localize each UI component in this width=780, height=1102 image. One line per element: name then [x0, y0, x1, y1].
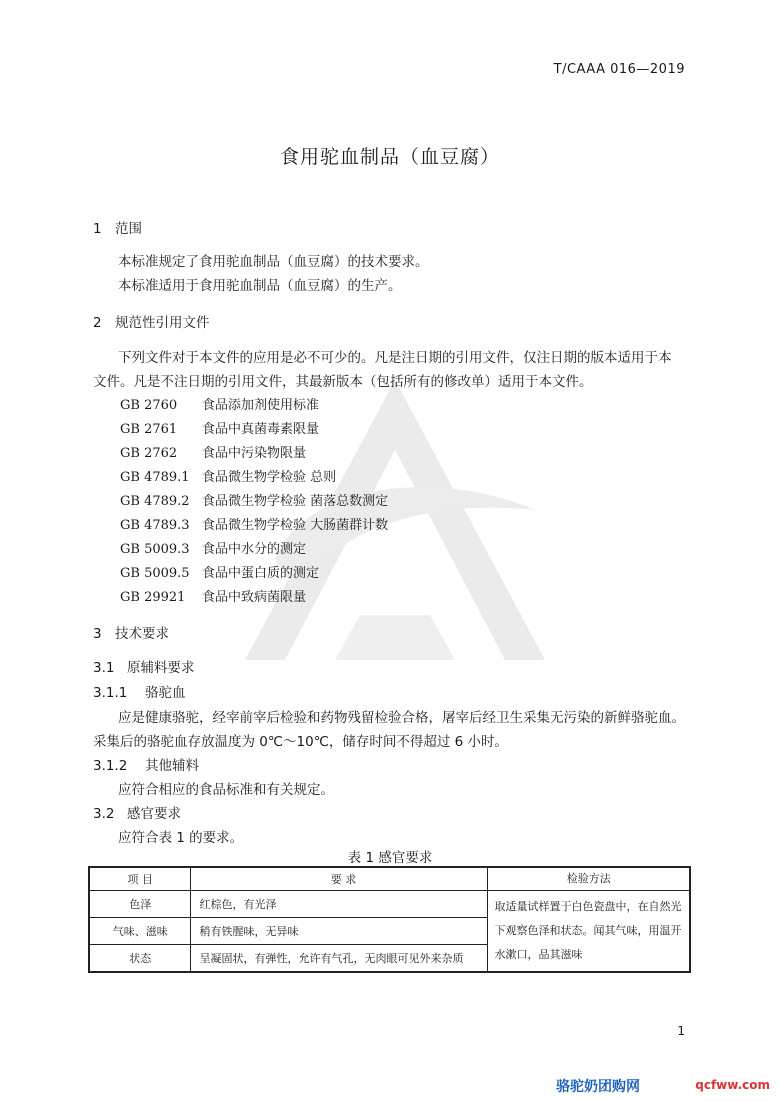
section-3-1-2-heading: 3.1.2 其他辅料 [93, 758, 199, 774]
page-number: 1 [677, 1024, 685, 1038]
section-3-2-paragraph: 应符合表 1 的要求。 [118, 830, 244, 846]
reference-item: GB 5009.5 食品中蛋白质的测定 [120, 566, 320, 581]
table-cell-requirement: 红棕色，有光泽 [191, 891, 488, 918]
footer-brand: 骆驼奶团购网 [556, 1079, 640, 1095]
table-header-item: 项 目 [89, 867, 191, 891]
reference-item: GB 4789.2 食品微生物学检验 菌落总数测定 [120, 494, 389, 509]
section-3-heading: 3 技术要求 [93, 626, 169, 642]
table-header-row [89, 867, 690, 891]
reference-item: GB 4789.3 食品微生物学检验 大肠菌群计数 [120, 518, 389, 533]
table-cell-requirement: 稍有铁腥味，无异味 [191, 917, 488, 944]
section-3-1-1-paragraph-line-1: 应是健康骆驼，经宰前宰后检验和药物残留检验合格，屠宰后经卫生采集无污染的新鲜骆驼血。 [118, 710, 685, 726]
table-caption: 表 1 感官要求 [347, 850, 433, 866]
section-3-1-1-paragraph-line-2: 采集后的骆驼血存放温度为 0℃～10℃，储存时间不得超过 6 小时。 [93, 734, 509, 750]
standard-code: T/CAAA 016—2019 [553, 62, 685, 77]
section-1-paragraph-2: 本标准适用于食用驼血制品（血豆腐）的生产。 [118, 278, 402, 294]
reference-item: GB 5009.3 食品中水分的测定 [120, 542, 307, 557]
table-cell-method: 取适量试样置于白色瓷盘中，在自然光下观察色泽和状态。闻其气味，用温开水漱口，品其滋味 [488, 891, 690, 973]
reference-item: GB 2762 食品中污染物限量 [120, 446, 307, 461]
table-cell-item: 气味、滋味 [89, 917, 191, 944]
section-3-2-heading: 3.2 感官要求 [93, 806, 181, 822]
section-2-heading: 2 规范性引用文件 [93, 315, 210, 331]
document-title: 食用驼血制品（血豆腐） [279, 146, 500, 168]
section-2-paragraph-line-1: 下列文件对于本文件的应用是必不可少的。凡是注日期的引用文件，仅注日期的版本适用于本 [118, 350, 672, 366]
table-header-requirement: 要 求 [191, 867, 488, 891]
footer-site: qcfww.com [695, 1078, 770, 1092]
reference-item: GB 2760 食品添加剂使用标准 [120, 398, 320, 413]
reference-item: GB 29921 食品中致病菌限量 [120, 590, 307, 605]
section-3-1-heading: 3.1 原辅料要求 [93, 660, 195, 676]
table-header-method: 检验方法 [488, 867, 690, 891]
table-row [89, 891, 690, 918]
table-cell-item: 色泽 [89, 891, 191, 918]
sensory-requirements-table [88, 866, 691, 973]
section-1-paragraph-1: 本标准规定了食用驼血制品（血豆腐）的技术要求。 [118, 254, 429, 270]
reference-item: GB 2761 食品中真菌毒素限量 [120, 422, 320, 437]
section-3-1-1-heading: 3.1.1 骆驼血 [93, 685, 186, 701]
section-1-heading: 1 范围 [93, 221, 142, 237]
section-3-1-2-paragraph: 应符合相应的食品标准和有关规定。 [118, 782, 334, 798]
table-cell-requirement: 呈凝固状，有弹性，允许有气孔，无肉眼可见外来杂质 [191, 944, 488, 972]
table-cell-item: 状态 [89, 944, 191, 972]
section-2-paragraph-line-2: 文件。凡是不注日期的引用文件，其最新版本（包括所有的修改单）适用于本文件。 [93, 374, 593, 390]
reference-item: GB 4789.1 食品微生物学检验 总则 [120, 470, 337, 485]
